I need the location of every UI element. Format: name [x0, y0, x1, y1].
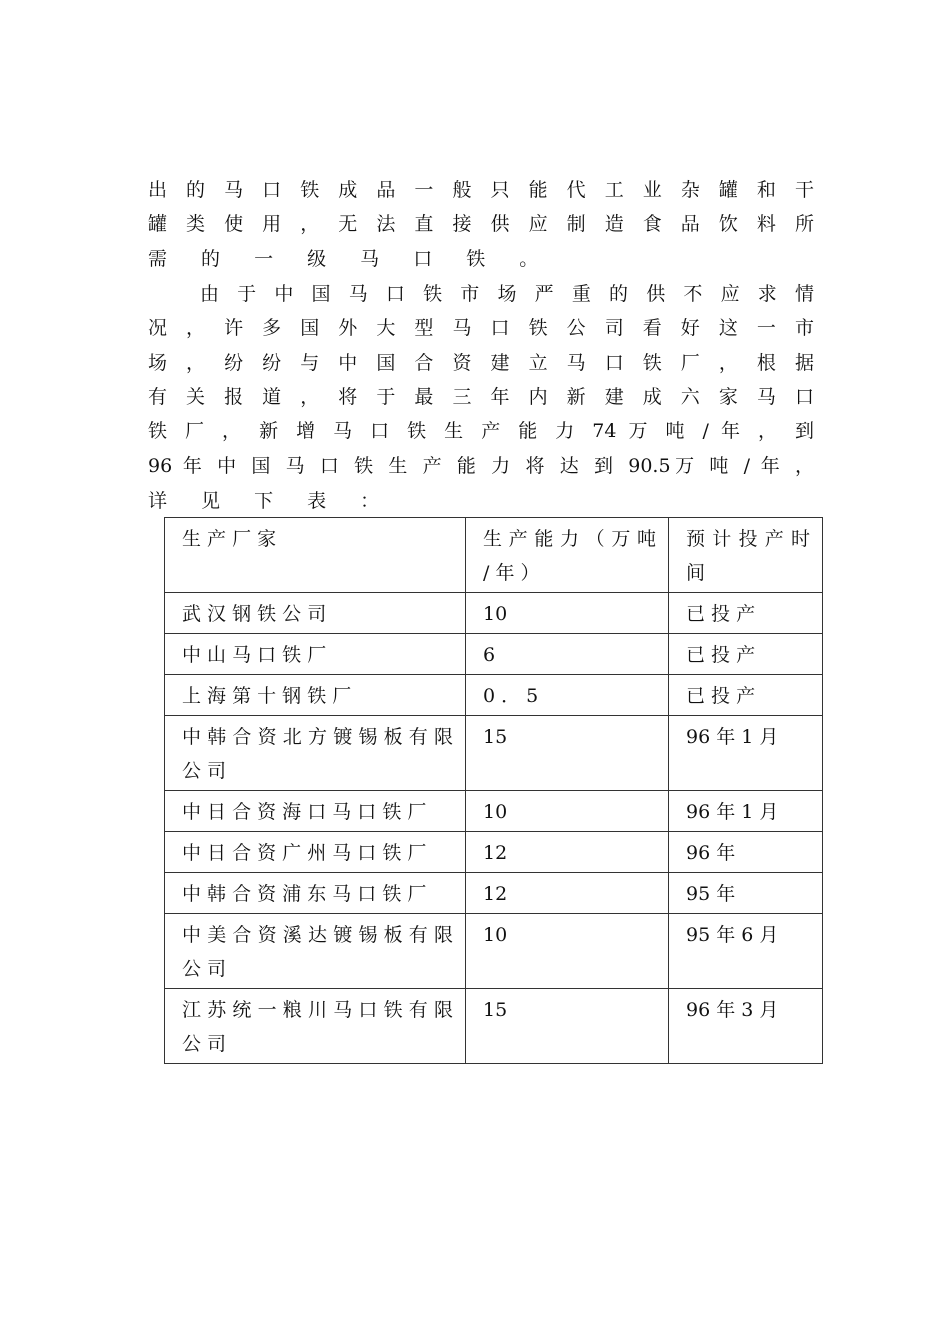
header-capacity-label: 生 产 能 力 （ 万 吨 / 年 ） [483, 528, 656, 584]
cell-maker-text: 中 美 合 资 溪 达 镀 锡 板 有 限 公 司 [182, 924, 453, 980]
paragraph-2-line-3: 场 ， 纷 纷 与 中 国 合 资 建 立 马 口 铁 厂 ， 根 据 [148, 352, 814, 374]
paragraph-2-line-5: 铁 厂 ， 新 增 马 口 铁 生 产 能 力 74 万 吨 / 年 ， 到 [148, 420, 814, 442]
table-row [165, 873, 823, 914]
cell-time: 95 年 6 月 [669, 914, 823, 989]
cell-maker-text: 中 日 合 资 海 口 马 口 铁 厂 [182, 801, 427, 823]
cell-maker [165, 634, 466, 675]
cell-capacity: 12 [466, 873, 669, 914]
paragraph-2-line-6: 96 年 中 国 马 口 铁 生 产 能 力 将 达 到 90.5万 吨 / 年 ， [148, 455, 814, 477]
paragraph-1-line-1: 出 的 马 口 铁 成 品 一 般 只 能 代 工 业 杂 罐 和 干 [148, 179, 814, 201]
paragraph-2-line-1: 由 于 中 国 马 口 铁 市 场 严 重 的 供 不 应 求 情 [200, 283, 814, 305]
cell-maker-text: 中 日 合 资 广 州 马 口 铁 厂 [182, 842, 427, 864]
cell-capacity: 10 [466, 791, 669, 832]
cell-capacity: 10 [466, 914, 669, 989]
cell-capacity: 15 [466, 989, 669, 1064]
cell-time: 已 投 产 [669, 675, 823, 716]
cell-maker [165, 832, 466, 873]
header-time [669, 518, 823, 593]
table-row [165, 791, 823, 832]
cell-time: 95 年 [669, 873, 823, 914]
header-capacity [466, 518, 669, 593]
cell-capacity: 0 ． 5 [466, 675, 669, 716]
cell-maker [165, 675, 466, 716]
cell-time: 已 投 产 [669, 593, 823, 634]
cell-time: 96 年 1 月 [669, 791, 823, 832]
cell-maker-text: 江 苏 统 一 粮 川 马 口 铁 有 限 公 司 [182, 999, 453, 1055]
header-maker [165, 518, 466, 593]
table-row [165, 675, 823, 716]
table-row [165, 593, 823, 634]
paragraph-1-line-2: 罐 类 使 用 ， 无 法 直 接 供 应 制 造 食 品 饮 料 所 [148, 213, 814, 235]
cell-maker-text: 中 韩 合 资 浦 东 马 口 铁 厂 [182, 883, 427, 905]
table-header-row [165, 518, 823, 593]
table-row [165, 716, 823, 791]
paragraph-2-line-2: 况 ， 许 多 国 外 大 型 马 口 铁 公 司 看 好 这 一 市 [148, 317, 814, 339]
table-row [165, 832, 823, 873]
cell-time: 96 年 3 月 [669, 989, 823, 1064]
paragraph-2-line-4: 有 关 报 道 ， 将 于 最 三 年 内 新 建 成 六 家 马 口 [148, 386, 814, 408]
cell-maker [165, 791, 466, 832]
cell-time: 96 年 [669, 832, 823, 873]
paragraph-2-line-7: 详 见 下 表 ： [148, 490, 394, 512]
header-maker-label: 生 产 厂 家 [182, 528, 277, 550]
table-row [165, 989, 823, 1064]
cell-capacity: 12 [466, 832, 669, 873]
cell-maker [165, 873, 466, 914]
cell-capacity: 10 [466, 593, 669, 634]
cell-capacity: 6 [466, 634, 669, 675]
cell-time: 已 投 产 [669, 634, 823, 675]
cell-maker [165, 914, 466, 989]
table-row [165, 634, 823, 675]
cell-maker [165, 989, 466, 1064]
paragraph-1-line-3: 需 的 一 级 马 口 铁 。 [148, 248, 553, 270]
cell-maker [165, 716, 466, 791]
cell-capacity: 15 [466, 716, 669, 791]
cell-maker-text: 上 海 第 十 钢 铁 厂 [182, 685, 352, 707]
tinplate-capacity-table [164, 517, 823, 1064]
cell-maker-text: 中 韩 合 资 北 方 镀 锡 板 有 限 公 司 [182, 726, 453, 782]
header-time-label: 预 计 投 产 时 间 [686, 528, 810, 584]
cell-maker-text: 武 汉 钢 铁 公 司 [182, 603, 327, 625]
cell-maker [165, 593, 466, 634]
table-row [165, 914, 823, 989]
cell-maker-text: 中 山 马 口 铁 厂 [182, 644, 327, 666]
cell-time: 96 年 1 月 [669, 716, 823, 791]
